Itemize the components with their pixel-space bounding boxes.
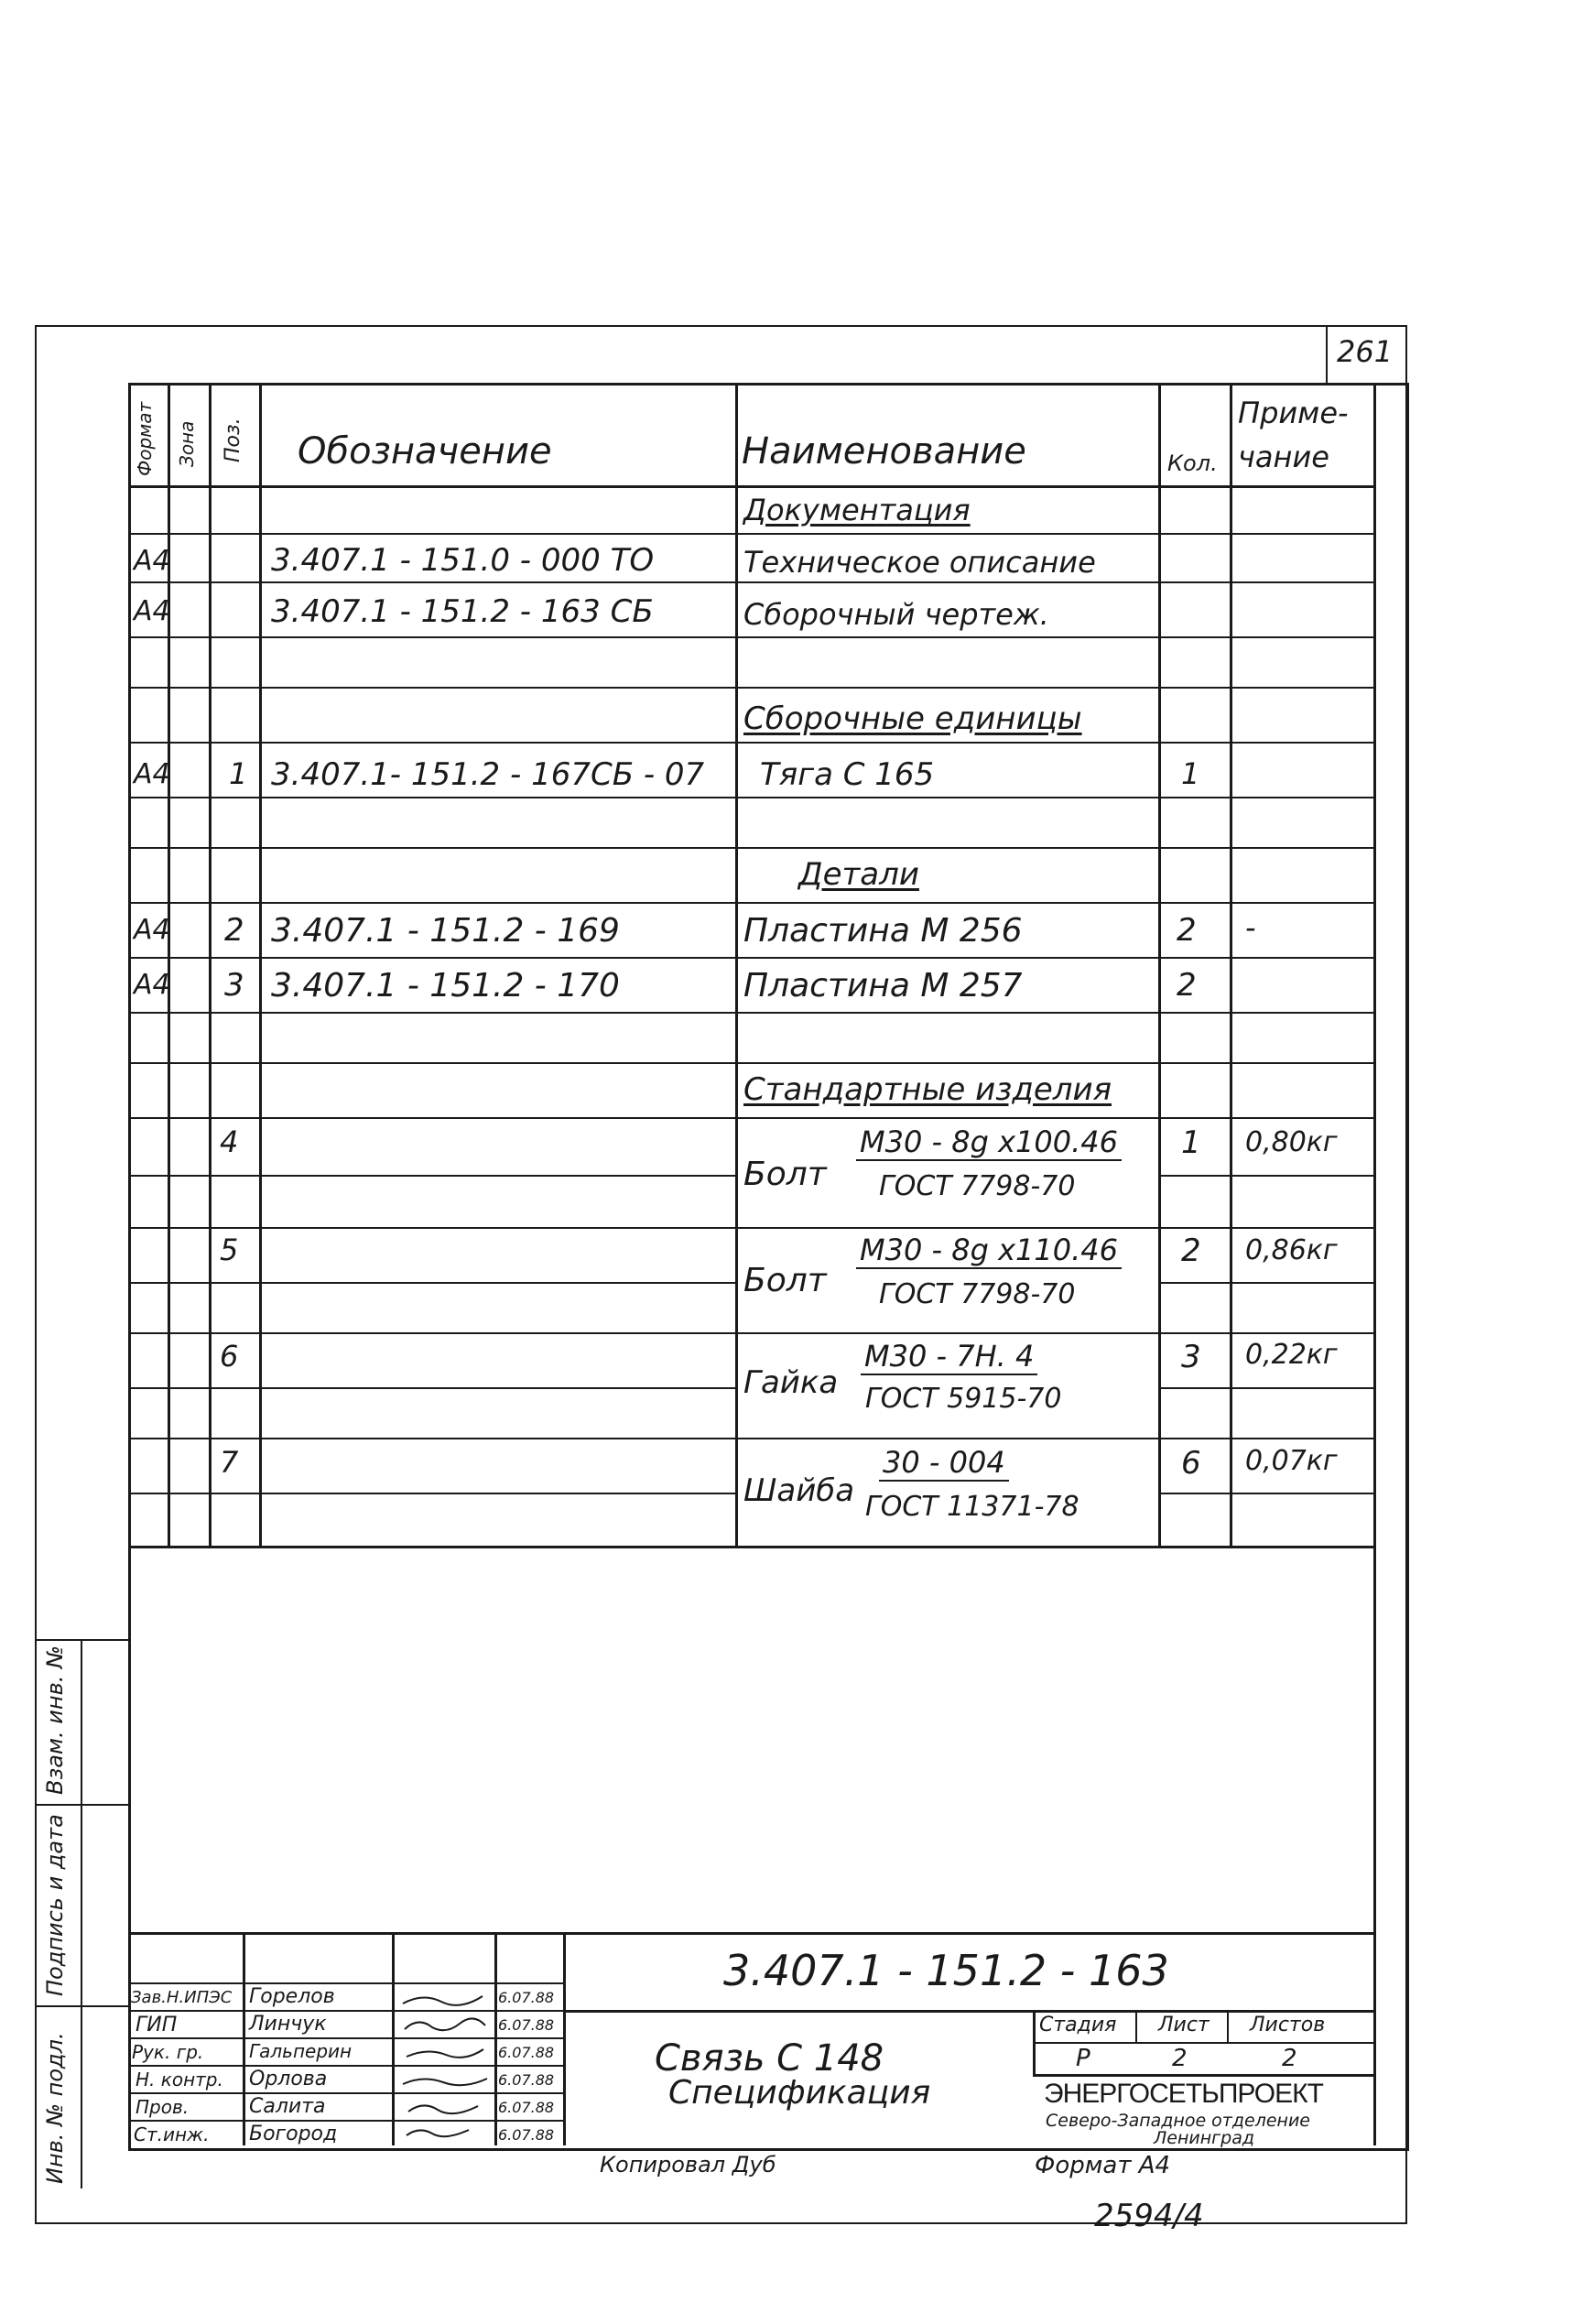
row-name: Тяга С 165	[760, 756, 935, 793]
row-name: Гайка	[743, 1364, 839, 1401]
row-designation: 3.407.1 - 151.0 - 000 ТО	[271, 542, 655, 579]
org-name: ЭНЕРГОСЕТЬПРОЕКТ	[1044, 2079, 1323, 2109]
person-date: 6.07.88	[498, 2044, 555, 2061]
section-documentation: Документация	[743, 493, 971, 527]
row-qty: 1	[1181, 1124, 1201, 1161]
side-label-signature: Подпись и дата	[42, 1814, 68, 1996]
person-date: 6.07.88	[498, 2126, 555, 2144]
side-label-inventory: Инв. № подл.	[42, 2032, 68, 2184]
person-role: ГИП	[136, 2014, 178, 2036]
row-note: -	[1245, 910, 1256, 945]
person-role: Рук. гр.	[132, 2041, 204, 2063]
archive-number: 2594/4	[1094, 2198, 1204, 2234]
header-format: Формат	[134, 401, 156, 476]
document-subtitle: Спецификация	[668, 2074, 931, 2112]
org-branch: Северо-Западное отделение	[1046, 2111, 1310, 2131]
row-spec: М30 - 7Н. 4	[861, 1339, 1037, 1375]
row-name: Техническое описание	[743, 545, 1096, 580]
header-note-2: чание	[1238, 440, 1329, 474]
row-format: А4	[134, 969, 170, 1001]
row-format: А4	[134, 914, 170, 946]
row-designation: 3.407.1 - 151.2 - 170	[271, 967, 620, 1005]
row-name: Пластина М 256	[743, 912, 1023, 950]
copied-by: Копировал Дуб	[600, 2152, 776, 2177]
document-title: Связь С 148	[655, 2037, 884, 2080]
format-label: Формат А4	[1035, 2152, 1171, 2179]
person-role: Н. контр.	[136, 2069, 223, 2091]
row-name: Болт	[743, 1156, 827, 1193]
row-pos: 7	[220, 1445, 239, 1480]
row-qty: 2	[1181, 1233, 1201, 1269]
signature-scribble	[396, 1983, 493, 2139]
header-name: Наименование	[742, 430, 1026, 472]
row-qty: 2	[1177, 912, 1197, 949]
stage-label: Стадия	[1039, 2014, 1117, 2036]
row-pos: 6	[220, 1339, 239, 1374]
row-note: 0,86кг	[1245, 1234, 1338, 1266]
row-pos: 2	[224, 912, 244, 949]
row-format: А4	[134, 758, 170, 790]
row-gost: ГОСТ 5915-70	[865, 1383, 1062, 1415]
corner-sheet-number: 261	[1337, 334, 1394, 369]
row-designation: 3.407.1 - 151.2 - 163 СБ	[271, 593, 654, 630]
row-pos: 3	[224, 967, 244, 1004]
person-date: 6.07.88	[498, 2099, 555, 2116]
row-qty: 6	[1181, 1445, 1201, 1482]
sheets-value: 2	[1282, 2045, 1297, 2072]
person-role: Зав.Н.ИПЭС	[131, 1988, 233, 2007]
row-name: Шайба	[743, 1472, 855, 1509]
row-spec: М30 - 8g x110.46	[856, 1233, 1122, 1269]
person-name: Линчук	[249, 2013, 327, 2036]
person-name: Горелов	[249, 1985, 335, 2008]
section-details: Детали	[798, 856, 919, 893]
row-pos: 5	[220, 1233, 239, 1267]
sheets-label: Листов	[1250, 2014, 1326, 2036]
person-date: 6.07.88	[498, 2016, 555, 2034]
section-standard: Стандартные изделия	[743, 1071, 1112, 1108]
row-gost: ГОСТ 7798-70	[879, 1278, 1076, 1310]
org-city: Ленинград	[1154, 2128, 1254, 2148]
person-date: 6.07.88	[498, 1989, 555, 2006]
row-designation: 3.407.1 - 151.2 - 169	[271, 912, 620, 950]
person-role: Пров.	[136, 2096, 190, 2118]
header-qty: Кол.	[1167, 451, 1218, 476]
side-label-replace: Взам. инв. №	[42, 1645, 68, 1795]
row-format: А4	[134, 545, 170, 577]
row-spec: М30 - 8g x100.46	[856, 1124, 1122, 1161]
row-qty: 1	[1181, 756, 1200, 791]
person-name: Салита	[249, 2095, 326, 2118]
row-note: 0,22кг	[1245, 1339, 1338, 1371]
row-note: 0,07кг	[1245, 1445, 1338, 1477]
row-note: 0,80кг	[1245, 1126, 1338, 1158]
row-gost: ГОСТ 11371-78	[865, 1491, 1079, 1523]
header-note-1: Приме-	[1238, 396, 1349, 430]
row-qty: 3	[1181, 1339, 1201, 1375]
document-code: 3.407.1 - 151.2 - 163	[723, 1946, 1169, 1995]
section-assemblies: Сборочные единицы	[743, 700, 1082, 737]
person-role: Ст.инж.	[134, 2123, 210, 2145]
stage-value: Р	[1076, 2045, 1090, 2072]
row-name: Болт	[743, 1262, 827, 1299]
row-pos: 4	[220, 1124, 239, 1159]
row-gost: ГОСТ 7798-70	[879, 1170, 1076, 1202]
row-format: А4	[134, 595, 170, 627]
sheet-value: 2	[1172, 2045, 1188, 2072]
header-designation: Обозначение	[298, 430, 552, 472]
row-name: Пластина М 257	[743, 967, 1023, 1005]
row-designation: 3.407.1- 151.2 - 167СБ - 07	[271, 756, 705, 793]
row-name: Сборочный чертеж.	[743, 597, 1049, 632]
person-name: Орлова	[249, 2068, 328, 2091]
row-pos: 1	[229, 756, 248, 791]
person-name: Богород	[249, 2123, 338, 2145]
sheet-label: Лист	[1158, 2014, 1210, 2036]
person-name: Гальперин	[249, 2040, 353, 2062]
row-spec: 30 - 004	[879, 1445, 1009, 1482]
row-qty: 2	[1177, 967, 1197, 1004]
person-date: 6.07.88	[498, 2071, 555, 2089]
header-zone: Зона	[176, 420, 198, 467]
header-pos: Поз.	[222, 418, 244, 462]
